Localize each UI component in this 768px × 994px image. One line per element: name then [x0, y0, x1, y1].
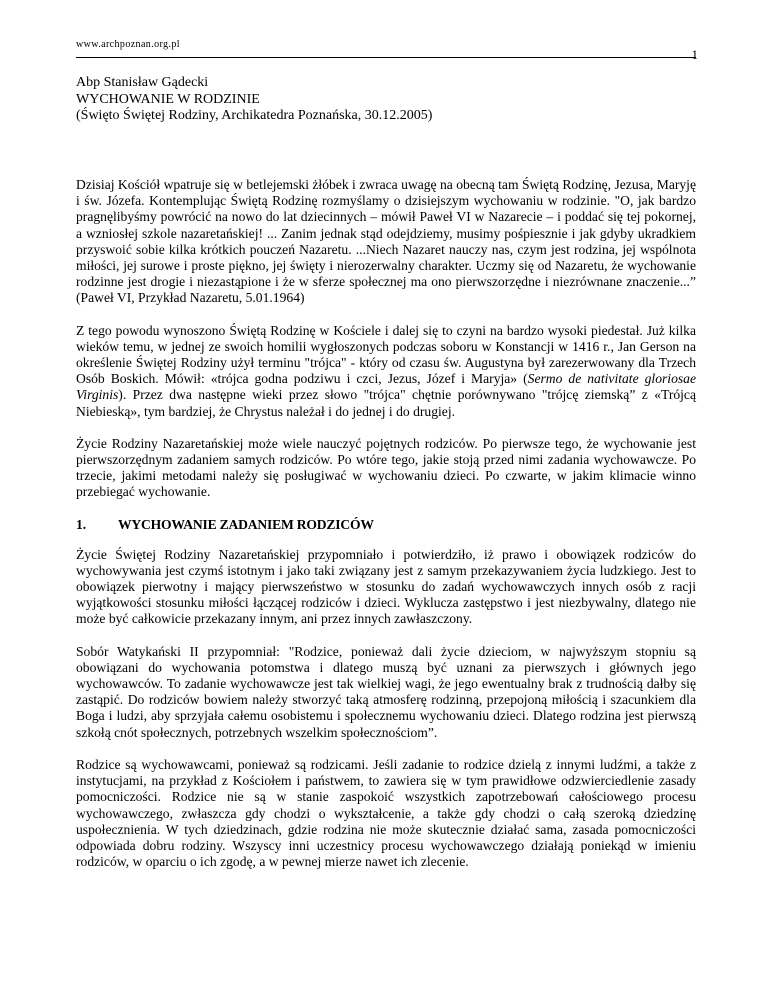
document-title: WYCHOWANIE W RODZINIE: [76, 91, 260, 107]
paragraph-3: Życie Rodziny Nazaretańskiej może wiele nauczyć pojętnych rodziców. Po pierwsze tego, że wychowanie jest pierwszorzędnym zadaniem samych rodziców. Po wtóre tego, jakie stoją przed nimi zadania wychowawcze. Po trzecie, jakimi metodami należy się posługiwać w wychowaniu dzieci. Po czwarte, w jakim klimacie winno przebiegać wychowanie.: [76, 435, 696, 500]
section-title: WYCHOWANIE ZADANIEM RODZICÓW: [118, 516, 374, 532]
paragraph-6: Rodzice są wychowawcami, ponieważ są rodzicami. Jeśli zadanie to rodzice dzielą z innymi ludźmi, a także z instytucjami, na przykład z Kościołem i państwem, to zawiera się w tym prawidłowe odzwierciedlenie zasady pomocniczości. Rodzice nie są w stanie zaspokoić wszystkich zapotrzebowań całościowego procesu wychowawczego, zwłaszcza gdy chodzi o wykształcenie, a także gdy chodzi o całą szeroką dziedzinę uspołecznienia. W tych dziedzinach, gdzie rodzina nie może skutecznie działać sama, zasada pomocniczości odpowiada dobru rodziny. Wszyscy inni uczestnicy procesu wychowawczego działają poniekąd w imieniu rodziców, w oparciu o ich zgodę, a w pewnej mierze nawet ich zlecenie.: [76, 756, 696, 870]
document-body: [76, 177, 696, 886]
paragraph-2-italic-title: Sermo de nativitate gloriosae Virginis: [76, 371, 696, 403]
paragraph-2-text-start: Z tego powodu wynoszono Świętą Rodzinę w Kościele i dalej się to czyni na bardzo wysoki piedestał. Już kilka wieków temu, w jednej ze swoich homilii wygłoszonych podczas soboru w Konstancji w 1416 r., Jan Gerson na określenie Świętej Rodziny użył terminu "trójca" - który od czasu św. Augustyna był zarezerwowany dla Trzech Osób Boskich. Mówił: «trójca godna podziwu i czci, Jezus, Józef i Maryja» (: [76, 322, 696, 387]
paragraph-2-text-end: ). Przez dwa następne wieki przez słowo "trójca" chętnie porównywano "trójcę ziemską” z «Trójcą Niebieską», tym bardziej, że Chrystus należał i do jednej i do drugiej.: [76, 387, 696, 419]
document-subtitle: (Święto Świętej Rodziny, Archikatedra Poznańska, 30.12.2005): [76, 108, 433, 123]
section-number: 1.: [76, 516, 87, 532]
author-name: Abp Stanisław Gądecki: [76, 75, 209, 90]
paragraph-5: Sobór Watykański II przypomniał: "Rodzice, ponieważ dali życie dzieciom, w najwyższym stopniu są obowiązani do wychowania potomstwa i dlatego muszą być uznani za pierwszych i głównych jego wychowawców. To zadanie wychowawcze jest tak wielkiej wagi, że jego ewentualny brak z trudnością dałby się zastąpić. Do rodziców bowiem należy stworzyć taką atmosferę rodzinną, przepojoną miłością i szacunkiem dla Boga i ludzi, aby sprzyjała całemu osobistemu i społecznemu wychowaniu dzieci. Dlatego rodzina jest pierwszą szkołą cnót społecznych, potrzebnych wszelkim społecznościom”.: [76, 643, 696, 740]
page-header: [76, 39, 698, 62]
paragraph-2: [76, 323, 696, 420]
section-heading: [76, 517, 696, 533]
page-number: 1: [691, 47, 698, 62]
title-block: [76, 75, 696, 125]
site-url: www.archpoznan.org.pl: [76, 39, 180, 50]
paragraph-4: Życie Świętej Rodziny Nazaretańskiej przypomniało i potwierdziło, iż prawo i obowiązek rodziców do wychowywania jest czymś istotnym i jako taki związany jest z samym przekazywaniem życia ludzkiego. Jest to obowiązek pierwotny i mający pierwszeństwo w stosunku do zadań wychowawczych innych osób z racji wyjątkowości stosunku miłości łączącej rodziców i dzieci. Wyklucza zastępstwo i jest niezbywalny, dlatego nie może być całkowicie przekazany innym, ani przez innych zawłaszczony.: [76, 546, 696, 627]
paragraph-1: Dzisiaj Kościół wpatruje się w betlejemski żłóbek i zwraca uwagę na obecną tam Świętą Rodzinę, Jezusa, Maryję i św. Józefa. Kontemplując Świętą Rodzinę rozmyślamy o dzisiejszym wychowaniu w rodzinie. "O, jak bardzo pragnęlibyśmy powrócić na nowo do lat dziecinnych – mówił Paweł VI w Nazarecie – i poddać się tej pokornej, a wzniosłej szkole nazaretańskiej! ... Zanim jednak stąd odejdziemy, musimy pośpiesznie i jak gdyby ukradkiem przyswoić sobie kilka krótkich pouczeń Nazaretu. ...Niech Nazaret nauczy nas, czym jest rodzina, jej wspólnota miłości, jej surowe i proste piękno, jej święty i nierozerwalny charakter. Uczmy się od Nazaretu, że wychowanie rodzinne jest drogie i niezastąpione i że w sferze społecznej ma ono pierwszorzędne i niezrównane znaczenie...” (Paweł VI, Przykład Nazaretu, 5.01.1964): [76, 177, 696, 306]
